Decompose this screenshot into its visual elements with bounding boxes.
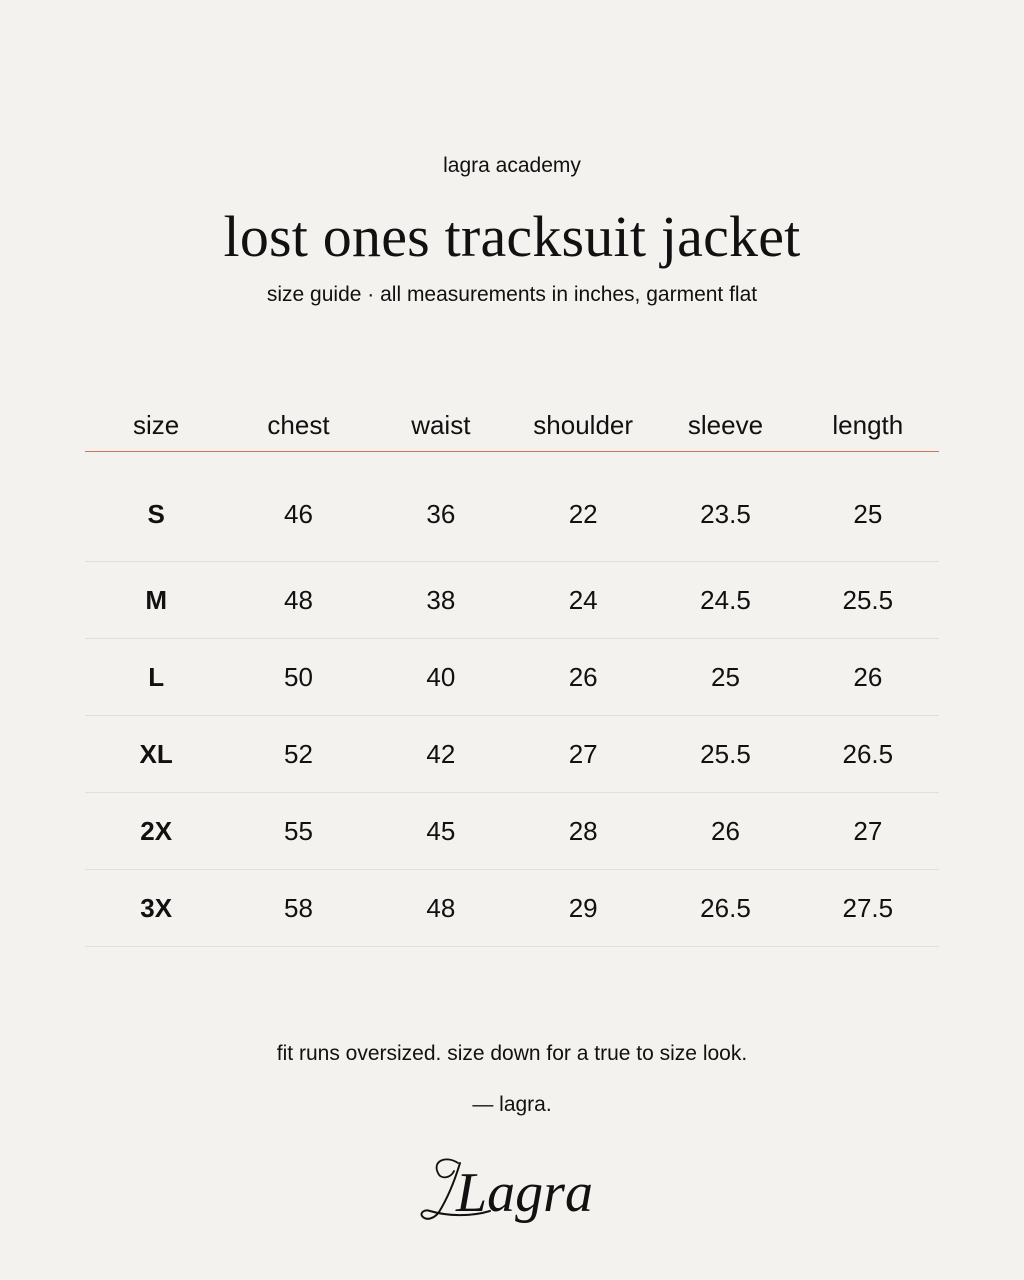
sleeve-cell: 25 (654, 639, 796, 716)
page-title: lost ones tracksuit jacket (223, 204, 801, 269)
shoulder-cell: 24 (512, 562, 654, 639)
signoff: — lagra. (472, 1093, 552, 1116)
table-body (85, 452, 939, 947)
table-row (85, 870, 939, 947)
chest-cell: 58 (227, 870, 369, 947)
page-subtitle: size guide · all measurements in inches, garment flat (266, 283, 758, 306)
size-cell: XL (85, 716, 227, 793)
length-cell: 26 (797, 639, 939, 716)
table-row (85, 639, 939, 716)
size-cell: S (85, 452, 227, 562)
fit-note: fit runs oversized. size down for a true to size look. (276, 1042, 748, 1065)
table-row (85, 793, 939, 870)
header-row (85, 405, 939, 452)
column-header-sleeve: sleeve (654, 405, 796, 452)
sleeve-cell: 24.5 (654, 562, 796, 639)
chest-cell: 55 (227, 793, 369, 870)
table-header (85, 405, 939, 452)
shoulder-cell: 28 (512, 793, 654, 870)
chest-cell: 50 (227, 639, 369, 716)
brand-name: lagra academy (443, 154, 581, 177)
column-header-waist: waist (370, 405, 512, 452)
length-cell: 25 (797, 452, 939, 562)
length-cell: 27 (797, 793, 939, 870)
table-row (85, 452, 939, 562)
waist-cell: 45 (370, 793, 512, 870)
shoulder-cell: 26 (512, 639, 654, 716)
chest-cell: 52 (227, 716, 369, 793)
waist-cell: 38 (370, 562, 512, 639)
length-cell: 25.5 (797, 562, 939, 639)
chest-cell: 48 (227, 562, 369, 639)
size-cell: 3X (85, 870, 227, 947)
size-cell: 2X (85, 793, 227, 870)
column-header-size: size (85, 405, 227, 452)
column-header-chest: chest (227, 405, 369, 452)
length-cell: 26.5 (797, 716, 939, 793)
sleeve-cell: 26.5 (654, 870, 796, 947)
logo-flourish-top (437, 1159, 458, 1177)
logo-wordmark: Lagra (456, 1162, 593, 1224)
size-cell: L (85, 639, 227, 716)
column-header-length: length (797, 405, 939, 452)
chest-cell: 46 (227, 452, 369, 562)
shoulder-cell: 27 (512, 716, 654, 793)
sleeve-cell: 23.5 (654, 452, 796, 562)
length-cell: 27.5 (797, 870, 939, 947)
lagra-script-logo (412, 1145, 612, 1240)
sleeve-cell: 25.5 (654, 716, 796, 793)
table-row (85, 716, 939, 793)
waist-cell: 36 (370, 452, 512, 562)
shoulder-cell: 29 (512, 870, 654, 947)
column-header-shoulder: shoulder (512, 405, 654, 452)
shoulder-cell: 22 (512, 452, 654, 562)
size-cell: M (85, 562, 227, 639)
size-chart-table (85, 405, 939, 947)
table-row (85, 562, 939, 639)
waist-cell: 42 (370, 716, 512, 793)
waist-cell: 40 (370, 639, 512, 716)
sleeve-cell: 26 (654, 793, 796, 870)
waist-cell: 48 (370, 870, 512, 947)
